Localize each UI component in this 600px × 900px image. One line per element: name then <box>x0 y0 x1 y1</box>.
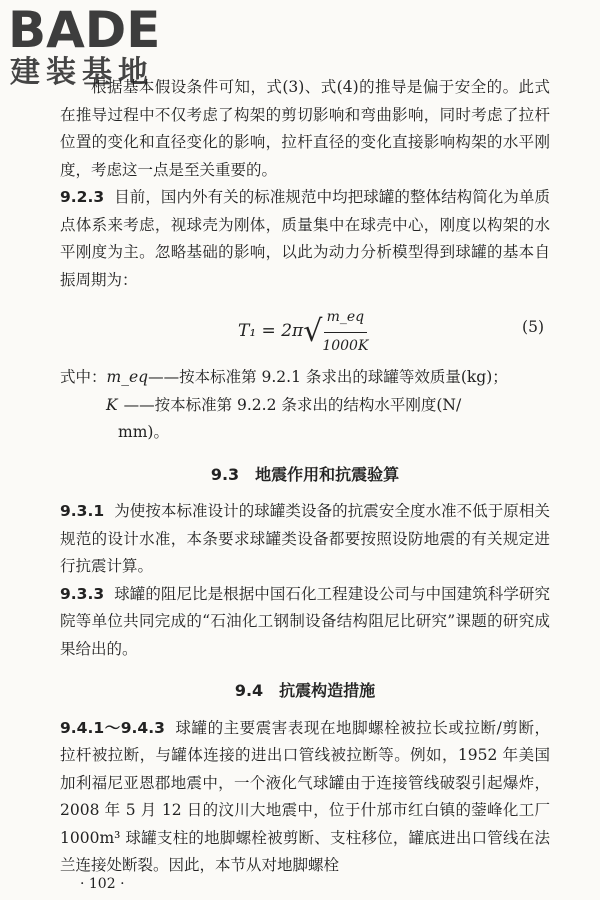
symbol-meq: m_eq <box>106 368 149 386</box>
fraction-numerator: m_eq <box>324 304 368 333</box>
symbol-k: K <box>106 395 118 414</box>
definition-meq-text: ——按本标准第 9.2.1 条求出的球罐等效质量(kg)； <box>148 368 508 386</box>
paragraph-intro: 根据基本假设条件可知，式(3)、式(4)的推导是偏于安全的。此式在推导过程中不仅考虑了构架的剪切影响和弯曲影响，同时考虑了拉杆位置的变化和直径变化的影响，拉杆直径的变化直接影响构架的水平刚度，考虑这一点是至关重要的。 <box>60 78 550 179</box>
clause-number: 9.3.3 <box>60 584 105 603</box>
paragraph-9-3-1 <box>60 498 550 581</box>
definition-intro: 式中： <box>60 368 107 386</box>
logo-sub-text: 建装基地 <box>10 55 154 90</box>
paragraph-9-2-3 <box>60 184 550 294</box>
definition-k <box>60 392 550 420</box>
definition-k-text: ——按本标准第 9.2.2 条求出的结构水平刚度(N/ <box>123 395 462 414</box>
clause-number: 9.2.3 <box>60 188 105 206</box>
clause-number: 9.3.1 <box>60 502 105 520</box>
clause-number: 9.4.1～9.4.3 <box>60 718 165 737</box>
page-number: · 102 · <box>80 876 125 892</box>
definition-k-continued: mm)。 <box>118 423 169 441</box>
page-body <box>60 74 550 880</box>
clause-text: 球罐的主要震害表现在地脚螺栓被拉长或拉断/剪断，拉杆被拉断，与罐体连接的进出口管线被拉断等。例如，1952 年美国加利福尼亚恩郡地震中，一个液化气球罐由于连接管线破裂引起爆炸，2008 年 5 月 12 日的汶川大地震中，位于什邡市红白镇的蓥峰化工厂 1000m³ 球罐支柱的地脚螺栓被剪断、支柱移位，罐底进出口管线在法兰连接处断裂。因此，本节从对地脚螺栓 <box>60 718 550 874</box>
radical-sign: √ <box>303 314 323 350</box>
fraction <box>322 304 368 360</box>
clause-text: 为使按本标准设计的球罐类设备的抗震安全度水准不低于原相关规范的设计水准，本条要求球罐类设备都要按照设防地震的有关规定进行抗震计算。 <box>60 502 550 575</box>
section-9-4-title: 9.4 抗震构造措施 <box>234 681 376 700</box>
definition-meq <box>60 364 550 392</box>
paragraph-9-3-3 <box>60 581 550 664</box>
formula-5 <box>60 298 550 362</box>
fraction-denominator: 1000K <box>322 337 369 354</box>
section-9-3-title: 9.3 地震作用和抗震验算 <box>210 464 400 484</box>
clause-text: 球罐的阻尼比是根据中国石化工程建设公司与中国建筑科学研究院等单位共同完成的“石油化工钢制设备结构阻尼比研究”课题的研究成果给出的。 <box>60 584 550 658</box>
symbol-definitions <box>60 364 550 447</box>
paragraph-9-4-1 <box>60 715 550 880</box>
clause-text: 目前，国内外有关的标准规范中均把球罐的整体结构简化为单质点体系来考虑，视球壳为刚体，质量集中在球壳中心，刚度以构架的水平刚度为主。忽略基础的影响，以此为动力分析模型得到球罐的基本自振周期为： <box>60 188 550 289</box>
logo-main-text: BADE <box>8 1 161 59</box>
equation-number: (5) <box>522 318 544 336</box>
formula-lhs: T₁ = 2π <box>238 321 304 342</box>
sqrt-expression <box>303 304 368 360</box>
